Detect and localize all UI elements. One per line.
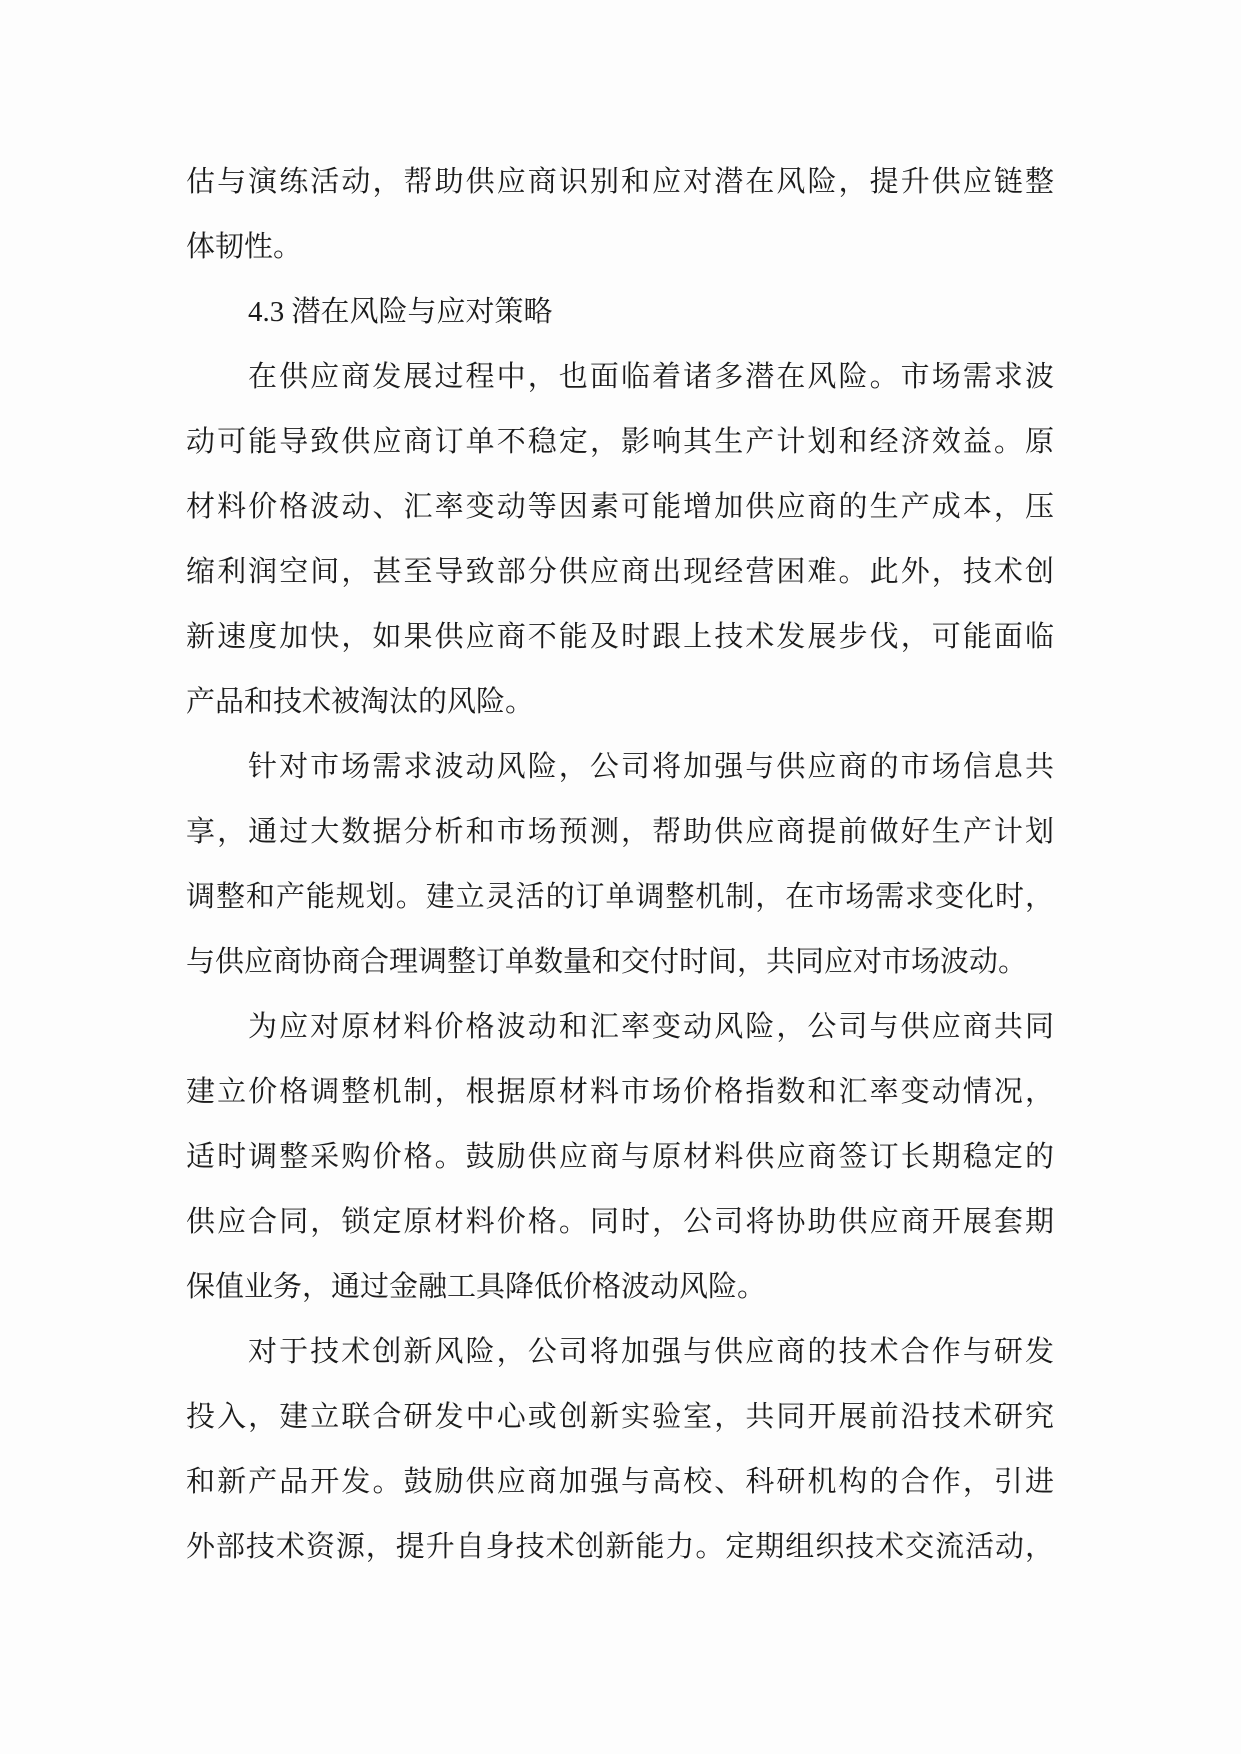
text-line: 享，通过大数据分析和市场预测，帮助供应商提前做好生产计划 <box>186 816 1054 848</box>
paragraph-market-demand <box>186 735 1054 995</box>
text-line: 产品和技术被淘汰的风险。 <box>186 686 535 718</box>
text-block <box>186 150 1054 1580</box>
text-line: 体韧性。 <box>186 231 303 263</box>
text-line: 调整和产能规划。建立灵活的订单调整机制，在市场需求变化时， <box>186 881 1054 913</box>
section-heading: 4.3 潜在风险与应对策略 <box>248 296 553 328</box>
text-line: 对于技术创新风险，公司将加强与供应商的技术合作与研发 <box>248 1336 1054 1368</box>
text-line: 为应对原材料价格波动和汇率变动风险，公司与供应商共同 <box>248 1011 1054 1043</box>
text-line: 在供应商发展过程中，也面临着诸多潜在风险。市场需求波 <box>248 361 1054 393</box>
text-line: 投入，建立联合研发中心或创新实验室，共同开展前沿技术研究 <box>186 1401 1054 1433</box>
text-line: 适时调整采购价格。鼓励供应商与原材料供应商签订长期稳定的 <box>186 1141 1054 1173</box>
text-line: 材料价格波动、汇率变动等因素可能增加供应商的生产成本，压 <box>186 491 1054 523</box>
text-line: 新速度加快，如果供应商不能及时跟上技术发展步伐，可能面临 <box>186 621 1054 653</box>
text-line: 估与演练活动，帮助供应商识别和应对潜在风险，提升供应链整 <box>186 166 1054 198</box>
text-line: 建立价格调整机制，根据原材料市场价格指数和汇率变动情况， <box>186 1076 1054 1108</box>
section-heading-block <box>186 280 1054 345</box>
text-line: 供应合同，锁定原材料价格。同时，公司将协助供应商开展套期 <box>186 1206 1054 1238</box>
paragraph-tech-innovation <box>186 1320 1054 1580</box>
text-line: 和新产品开发。鼓励供应商加强与高校、科研机构的合作，引进 <box>186 1466 1054 1498</box>
text-line: 动可能导致供应商订单不稳定，影响其生产计划和经济效益。原 <box>186 426 1054 458</box>
text-line: 缩利润空间，甚至导致部分供应商出现经营困难。此外，技术创 <box>186 556 1054 588</box>
paragraph-continuation <box>186 150 1054 280</box>
paragraph-price-exchange <box>186 995 1054 1320</box>
text-line: 保值业务，通过金融工具降低价格波动风险。 <box>186 1271 767 1303</box>
text-line: 与供应商协商合理调整订单数量和交付时间，共同应对市场波动。 <box>186 946 1028 978</box>
text-line: 针对市场需求波动风险，公司将加强与供应商的市场信息共 <box>248 751 1054 783</box>
text-line: 外部技术资源，提升自身技术创新能力。定期组织技术交流活动， <box>186 1531 1054 1563</box>
paragraph-risks-overview <box>186 345 1054 735</box>
